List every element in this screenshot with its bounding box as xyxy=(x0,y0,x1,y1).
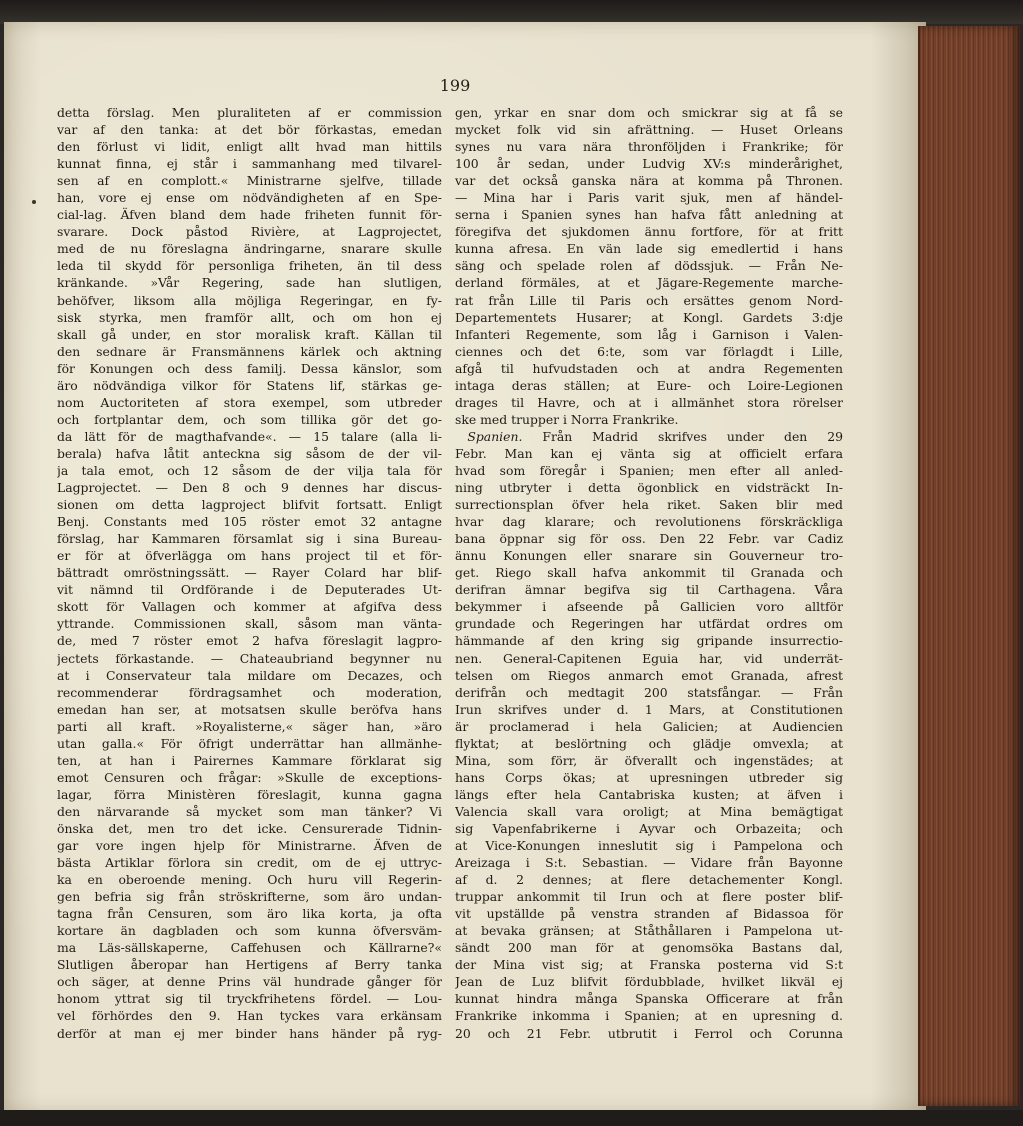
text-line: vit upställde på venstra stranden af Bidassoa för xyxy=(455,906,843,922)
text-line: ten, at han i Pairernes Kammare förklarat sig xyxy=(57,752,442,768)
text-line: Infanteri Regemente, som låg i Garnison i Valen- xyxy=(455,326,843,342)
text-line: emot Censuren och frågar: »Skulle de exceptions- xyxy=(57,769,442,785)
text-line: recommenderar fördragsamhet och moderation, xyxy=(57,684,442,700)
text-line: synes nu vara nära thronföljden i Frankrike; för xyxy=(455,139,843,155)
text-line: och säger, at denne Prins väl hundrade gånger för xyxy=(57,974,442,990)
text-line: get. Riego skall hafva ankommit til Granada och xyxy=(455,565,843,581)
text-line: Benj. Constants med 105 röster emot 32 antagne xyxy=(57,514,442,530)
text-line: tagna från Censuren, som äro lika korta, ja ofta xyxy=(57,906,442,922)
text-line: bästa Artiklar förlora sin credit, om de ej uttryc- xyxy=(57,855,442,871)
text-line: drages til Havre, och at i allmänhet stora rörelser xyxy=(455,394,843,410)
text-line: parti all kraft. »Royalisterne,« säger han, »äro xyxy=(57,718,442,734)
text-line: Jean de Luz blifvit fördubblade, hvilket likväl ej xyxy=(455,974,843,990)
text-line: berala) hafva låtit anteckna sig såsom de der vil- xyxy=(57,445,442,461)
text-line: flyktat; at beslörtning och glädje omvexla; at xyxy=(455,735,843,751)
text-line: han, vore ej ense om nödvändigheten af en Spe- xyxy=(57,190,442,206)
text-line: med de nu föreslagna ändringarne, snarare skulle xyxy=(57,241,442,257)
text-line: sionen om detta lagproject blifvit fortsatt. Enligt xyxy=(57,497,442,513)
text-line: mycket folk vid sin afrättning. — Huset Orleans xyxy=(455,122,843,138)
text-line: — Mina har i Paris varit sjuk, men af händel- xyxy=(455,190,843,206)
text-line: äro nödvändiga vilkor för Statens lif, stärkas ge- xyxy=(57,377,442,393)
text-line: afgå til hufvudstaden och at andra Regementen xyxy=(455,360,843,376)
text-line: sändt 200 man för at genomsöka Bastans dal, xyxy=(455,940,843,956)
text-line: utan galla.« För öfrigt underrättar han allmänhe- xyxy=(57,735,442,751)
text-line: ja tala emot, och 12 såsom de der vilja tala för xyxy=(57,462,442,478)
text-line: lagar, förra Ministèren föreslagit, kunna gagna xyxy=(57,786,442,802)
text-line: telsen om Riegos anmarch emot Granada, afrest xyxy=(455,667,843,683)
text-line: kortare än dagbladen och som kunna öfversväm- xyxy=(57,923,442,939)
text-line: Lagprojectet. — Den 8 och 9 dennes har discus- xyxy=(57,480,442,496)
text-line: Slutligen åberopar han Hertigens af Berry tanka xyxy=(57,957,442,973)
text-line: ske med trupper i Norra Frankrike. xyxy=(455,411,679,427)
text-line: önska det, men tro det icke. Censurerade Tidnin- xyxy=(57,820,442,836)
text-line: derland förmäles, at et Jägare-Regemente marche- xyxy=(455,275,843,291)
text-line: gen, yrkar en snar dom och smickrar sig at få se xyxy=(455,105,843,120)
text-line: de, med 7 röster emot 2 hafva föreslagit lagpro- xyxy=(57,633,442,649)
text-line: Irun skrifves under d. 1 Mars, at Constitutionen xyxy=(455,701,843,717)
text-line: den närvarande så mycket som man tänker? Vi xyxy=(57,803,442,819)
text-line: da lätt för de magthafvande«. — 15 talare (alla li- xyxy=(57,428,442,444)
text-line: ciennes och det 6:te, som var förlagdt i Lille, xyxy=(455,343,843,359)
text-line: ka en oberoende mening. Och huru vill Regerin- xyxy=(57,872,442,888)
text-line: serna i Spanien synes han hafva fått anledning at xyxy=(455,207,843,223)
text-line: af d. 2 dennes; at flere detachementer Kongl. xyxy=(455,872,843,888)
text-line: derifrån och medtagit 200 statsfångar. — Från xyxy=(455,684,843,700)
text-line: vel förhördes den 9. Han tyckes vara erkänsam xyxy=(57,1008,442,1024)
text-line: Spanien. Från Madrid skrifves under den 29 xyxy=(467,428,843,444)
text-line: hämmande af den kring sig gripande insurrectio- xyxy=(455,633,843,649)
text-line: at Vice-Konungen inneslutit sig i Pampelona och xyxy=(455,838,843,854)
right-text-column xyxy=(455,104,843,1042)
text-line: nom Auctoriteten af stora exempel, som utbreder xyxy=(57,394,442,410)
text-line: at bevaka gränsen; at Ståthållaren i Pampelona ut- xyxy=(455,923,843,939)
text-line: Departementets Husarer; at Kongl. Gardets 3:dje xyxy=(455,309,843,325)
text-line: för Konungen och dess familj. Dessa känslor, som xyxy=(57,360,442,376)
text-line: at i Conservateur tala mildare om Decazes, och xyxy=(57,667,442,683)
text-line: 20 och 21 Febr. utbrutit i Ferrol och Corunna xyxy=(455,1025,843,1041)
text-line: sig Vapenfabrikerne i Ayvar och Orbazeita; och xyxy=(455,820,843,836)
text-line: surrectionsplan öfver hela riket. Saken blir med xyxy=(455,497,843,513)
text-line: skott för Vallagen och kommer at afgifva dess xyxy=(57,599,442,615)
text-line: den förlust vi lidit, enligt allt hvad man hittils xyxy=(57,139,442,155)
text-line: och fortplantar dem, och som tillika gör det go- xyxy=(57,411,442,427)
book-fore-edge xyxy=(918,26,1020,1106)
margin-mark xyxy=(32,200,36,204)
text-line: kunna afresa. En vän lade sig emedlertid i hans xyxy=(455,241,843,257)
text-line: honom yttrat sig til tryckfrihetens fördel. — Lou- xyxy=(57,991,442,1007)
left-text-column xyxy=(57,104,442,1042)
text-line: 100 år sedan, under Ludvig XV:s minderårighet, xyxy=(455,156,843,172)
text-line: Febr. Man kan ej vänta sig at officielt erfara xyxy=(455,445,843,461)
text-line: hvar dag klarare; och revolutionens förskräckliga xyxy=(455,514,843,530)
text-line: var det också ganska nära at komma på Thronen. xyxy=(455,173,843,189)
text-line: der Mina vist sig; at Franska posterna vid S:t xyxy=(455,957,843,973)
text-line: emedan han ser, at motsatsen skulle beröfva hans xyxy=(57,701,442,717)
text-line: detta förslag. Men pluraliteten af er commission xyxy=(57,105,442,120)
text-line: jectets förkastande. — Chateaubriand begynner nu xyxy=(57,650,442,666)
text-line: var af den tanka: at det bör förkastas, emedan xyxy=(57,122,442,138)
page-number: 199 xyxy=(439,76,471,95)
scan-background-bottom xyxy=(0,1110,1023,1126)
text-line: förslag, har Kammaren församlat sig i sina Bureau- xyxy=(57,531,442,547)
text-line: derifran ämnar begifva sig til Carthagena. Våra xyxy=(455,582,843,598)
text-line: grundade och Regeringen har utfärdat ordres om xyxy=(455,616,843,632)
section-heading: Spanien. xyxy=(467,428,523,444)
text-line: Mina, som förr, är öfverallt och ingenstädes; at xyxy=(455,752,843,768)
text-line: yttrande. Commissionen skall, såsom man vänta- xyxy=(57,616,442,632)
text-line: bättradt omröstningssätt. — Rayer Colard har blif- xyxy=(57,565,442,581)
text-line: gen befria sig från ströskrifterne, som äro undan- xyxy=(57,889,442,905)
text-line: derför at man ej mer binder hans händer på ryg- xyxy=(57,1025,442,1041)
text-line: sen af en complott.« Ministrarne sjelfve, tillade xyxy=(57,173,442,189)
scan-background-top xyxy=(0,0,1023,24)
text-line: gar vore ingen hjelp för Ministrarne. Äfven de xyxy=(57,838,442,854)
text-line: den sednare är Fransmännens kärlek och aktning xyxy=(57,343,442,359)
text-line: cial-lag. Äfven bland dem hade friheten funnit för- xyxy=(57,207,442,223)
text-line: Areizaga i S:t. Sebastian. — Vidare från Bayonne xyxy=(455,855,843,871)
text-line: ning utbryter i detta ögonblick en vidsträckt In- xyxy=(455,480,843,496)
text-line: kunnat hindra många Spanska Officerare at från xyxy=(455,991,843,1007)
text-line: hans Corps ökas; at upresningen utbreder sig xyxy=(455,769,843,785)
text-line: föregifva det sjukdomen ännu fortfore, för at fritt xyxy=(455,224,843,240)
text-line: kunnat finna, ej står i sammanhang med tilvarel- xyxy=(57,156,442,172)
text-line: sisk styrka, men framför allt, och om hon ej xyxy=(57,309,442,325)
text-line: behöfver, liksom alla möjliga Regeringar, en fy- xyxy=(57,292,442,308)
text-line: leda til skydd för personliga friheten, än til dess xyxy=(57,258,442,274)
text-line: ännu Konungen eller snarare sin Gouverneur tro- xyxy=(455,548,843,564)
text-line: skall gå under, en stor moralisk kraft. Källan til xyxy=(57,326,442,342)
text-line: Valencia skall vara oroligt; at Mina bemägtigat xyxy=(455,803,843,819)
text-line: intaga deras ställen; at Eure- och Loire-Legionen xyxy=(455,377,843,393)
text-line: kränkande. »Vår Regering, sade han slutligen, xyxy=(57,275,442,291)
text-line: Frankrike inkomma i Spanien; at en upresning d. xyxy=(455,1008,843,1024)
text-line: är proclamerad i hela Galicien; at Audiencien xyxy=(455,718,843,734)
text-line: rat från Lille til Paris och ersättes genom Nord- xyxy=(455,292,843,308)
text-line: er för at öfverlägga om hans project til et för- xyxy=(57,548,442,564)
text-line: hvad som föregår i Spanien; men efter all anled- xyxy=(455,462,843,478)
text-line: truppar ankommit til Irun och at flere poster blif- xyxy=(455,889,843,905)
text-line: nen. General-Capitenen Eguia har, vid underrät- xyxy=(455,650,843,666)
text-line: svarare. Dock påstod Rivière, at Lagprojectet, xyxy=(57,224,442,240)
text-line: bana öppnar sig för oss. Den 22 Febr. var Cadiz xyxy=(455,531,843,547)
text-line: säng och spelade rolen af dödssjuk. — Från Ne- xyxy=(455,258,843,274)
text-line: bekymmer i afseende på Gallicien voro alltför xyxy=(455,599,843,615)
text-line: ma Läs-sällskaperne, Caffehusen och Källrarne?« xyxy=(57,940,442,956)
text-line: längs efter hela Cantabriska kusten; at äfven i xyxy=(455,786,843,802)
text-line: vit nämnd til Ordförande i de Deputerades Ut- xyxy=(57,582,442,598)
